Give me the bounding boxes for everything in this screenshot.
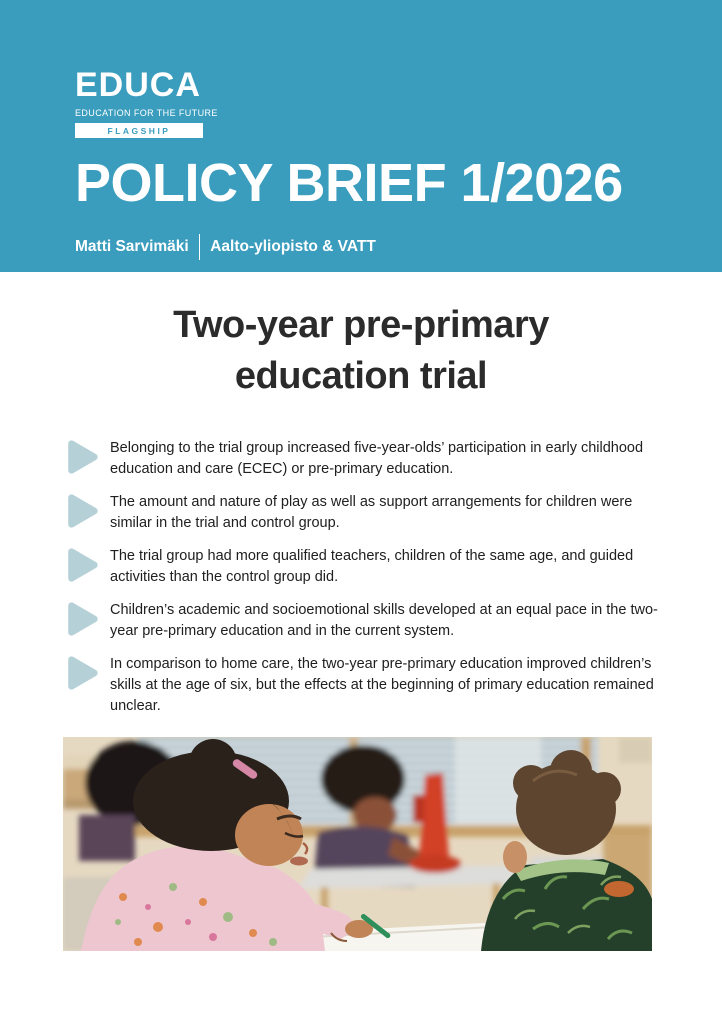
educa-flagship-badge: FLAGSHIP — [75, 123, 203, 138]
educa-logo-subtitle: EDUCATION FOR THE FUTURE — [75, 108, 218, 118]
educa-logo — [75, 68, 722, 138]
educa-logo-wordmark: EDUCA — [75, 66, 201, 104]
bullet-text: In comparison to home care, the two-year pre-primary education improved children’s skills at the age of six, but the effects at the beginning of primary education remained unclear. — [110, 656, 654, 714]
bullet-text: The amount and nature of play as well as support arrangements for children were similar in the trial and control group. — [110, 494, 633, 531]
list-item — [63, 600, 662, 642]
policy-brief-title: POLICY BRIEF 1/2026 — [75, 153, 623, 213]
document-title — [0, 300, 722, 402]
byline-author: Matti Sarvimäki — [75, 238, 189, 255]
list-item — [63, 654, 662, 717]
arrow-right-icon — [63, 438, 101, 476]
arrow-right-icon — [63, 546, 101, 584]
header-banner — [0, 0, 722, 272]
document-title-line1: Two-year pre-primary — [173, 304, 549, 346]
list-item — [63, 546, 662, 588]
byline-separator — [199, 234, 201, 260]
classroom-photo — [63, 737, 652, 951]
bullet-text: The trial group had more qualified teachers, children of the same age, and guided activities than the control group did. — [110, 548, 634, 585]
arrow-right-icon — [63, 600, 101, 638]
list-item — [63, 438, 662, 480]
byline-affiliation: Aalto-yliopisto & VATT — [210, 238, 376, 255]
arrow-right-icon — [63, 492, 101, 530]
list-item — [63, 492, 662, 534]
byline — [75, 234, 722, 260]
bullet-text: Belonging to the trial group increased five-year-olds’ participation in early childhood education and care (ECEC) or pre-primary education. — [110, 440, 644, 477]
key-findings-list — [0, 438, 722, 717]
bullet-text: Children’s academic and socioemotional skills developed at an equal pace in the two-year pre-primary education and in the current system. — [110, 602, 658, 639]
document-body — [0, 300, 722, 717]
document-title-line2: education trial — [234, 355, 488, 397]
arrow-right-icon — [63, 654, 101, 692]
